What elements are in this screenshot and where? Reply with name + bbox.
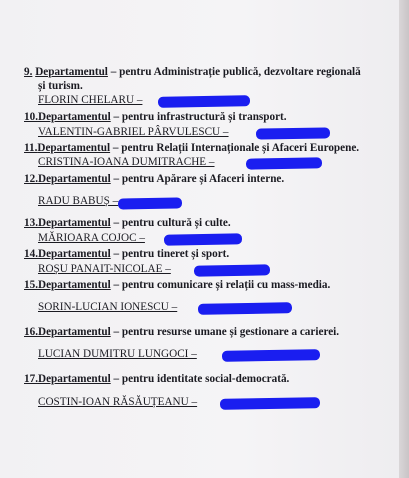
- department-15-person: [38, 301, 177, 314]
- department-description: – pentru identitate social-democrată.: [110, 373, 290, 385]
- department-description: – pentru tineret și sport.: [110, 248, 230, 260]
- redaction-mark: [220, 397, 320, 410]
- department-title: Departamentul: [37, 111, 111, 123]
- department-title: Departamentul: [37, 173, 111, 185]
- redaction-mark: [222, 349, 320, 362]
- redaction-mark: [118, 197, 182, 209]
- department-number: 14.: [24, 248, 38, 260]
- department-12-heading: [24, 173, 284, 186]
- department-11-person: [38, 156, 215, 169]
- department-13-person: [38, 232, 145, 245]
- department-title: Departamentul: [37, 217, 111, 229]
- department-16-person: [38, 348, 197, 361]
- department-description: – pentru cultură și culte.: [110, 217, 231, 229]
- person-name: VALENTIN-GABRIEL PÂRVULESCU –: [38, 126, 229, 138]
- redaction-mark: [198, 302, 292, 315]
- redaction-mark: [164, 233, 242, 245]
- redaction-mark: [158, 95, 250, 108]
- department-number: 15.: [24, 279, 38, 291]
- department-17-heading: [24, 373, 289, 386]
- department-12-person: [38, 195, 118, 208]
- department-10-person: [38, 126, 229, 139]
- person-name: ROȘU PANAIT-NICOLAE –: [38, 263, 171, 275]
- department-description: – pentru Relații Internaționale și Afaceri Europene.: [110, 142, 360, 154]
- redaction-mark: [246, 157, 322, 169]
- department-number: 11.: [24, 142, 38, 154]
- person-name: COSTIN-IOAN RĂSĂUȚEANU –: [38, 396, 198, 408]
- department-11-heading: [24, 142, 359, 155]
- department-15-heading: [24, 279, 330, 292]
- department-number: 10.: [24, 111, 38, 123]
- department-9-desc-cont: [38, 80, 83, 93]
- department-14-person: [38, 263, 171, 276]
- department-10-heading: [24, 111, 287, 124]
- department-description: – pentru comunicare și relații cu mass-media.: [110, 279, 331, 291]
- department-14-heading: [24, 248, 229, 261]
- redaction-mark: [194, 264, 270, 276]
- department-description: – pentru infrastructură și transport.: [110, 111, 287, 123]
- person-name: RADU BABUȘ –: [38, 195, 119, 207]
- department-title: Departamentul: [35, 66, 108, 78]
- person-name: LUCIAN DUMITRU LUNGOCI –: [38, 348, 197, 360]
- department-16-heading: [24, 326, 339, 339]
- department-number: 12.: [24, 173, 38, 185]
- department-description: – pentru Apărare și Afaceri interne.: [110, 173, 285, 185]
- department-description: – pentru resurse umane și gestionare a carierei.: [110, 326, 340, 338]
- page-edge: [399, 0, 409, 478]
- department-9-person: [38, 94, 142, 107]
- person-name: MĂRIOARA COJOC –: [38, 232, 145, 244]
- department-13-heading: [24, 217, 231, 230]
- person-name: CRISTINA-IOANA DUMITRACHE –: [38, 156, 215, 168]
- department-number: 16.: [24, 326, 38, 338]
- department-number: 9.: [24, 66, 33, 78]
- department-description-continued: și turism.: [38, 80, 83, 92]
- department-title: Departamentul: [37, 373, 111, 385]
- person-name: FLORIN CHELARU –: [38, 94, 143, 106]
- department-number: 13.: [24, 217, 38, 229]
- department-title: Departamentul: [37, 142, 111, 154]
- department-description: – pentru Administrație publică, dezvoltare regională: [107, 66, 361, 78]
- redaction-mark: [256, 127, 330, 139]
- department-number: 17.: [24, 373, 38, 385]
- person-name: SORIN-LUCIAN IONESCU –: [38, 301, 178, 313]
- department-9-heading: [24, 66, 394, 79]
- department-17-person: [38, 396, 197, 409]
- department-title: Departamentul: [37, 326, 111, 338]
- department-title: Departamentul: [37, 279, 111, 291]
- department-title: Departamentul: [37, 248, 111, 260]
